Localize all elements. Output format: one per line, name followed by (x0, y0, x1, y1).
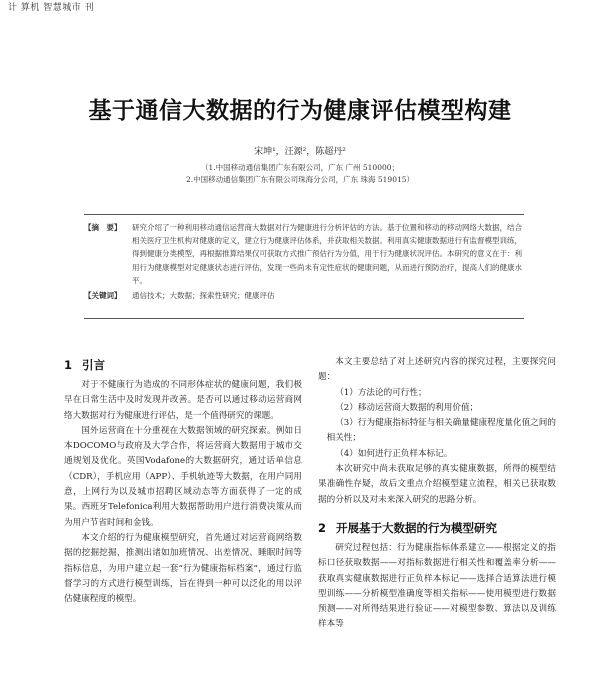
intro-paragraph-3: 本文介绍的行为健康模型研究，首先通过对运营商网络数据的挖掘挖掘，推测出诸如加班情况、出差情况、睡眠时间等指标信息，为用户建立起一套“行为健康指标档案”，通过行监督学习的方式进行模型训练，旨在得到一种可以泛化的用以评估健康程度的模型。 (64, 532, 302, 605)
affiliations (150, 162, 450, 186)
abstract-text: 研究介绍了一种利用移动通信运营商大数据对行为健康进行分析评估的方法。基于位置和移动的移动网络大数据，结合相关医疗卫生机构对健康的定义，建立行为健康评估体系，并获取相关数据。利用真实健康数据进行有监督模型训练，得到健康分类模型，再根据推算结果仅可获取方式推广预估行为分值，用于行为健康状况评估。本研究的意义在于：利用行为健康模型对定健康状态进行评估，发现一些尚未有定性症状的健康问题，从而进行预防治疗，提高人们的健康水平。 (132, 223, 522, 285)
research-question-1: （1）方法论的可行性； (335, 387, 427, 398)
paper-title: 基于通信大数据的行为健康评估模型构建 (88, 98, 512, 124)
section-1-number: 1 (64, 358, 73, 372)
keywords-label: 【关键词】 (84, 291, 122, 301)
abstract-bottom-rule (84, 318, 524, 319)
affiliation-2: 2.中国移动通信集团广东有限公司珠海分公司，广东 珠海 519015） (185, 175, 415, 184)
author-line: 宋坤¹，汪源²，陈超丹² (254, 147, 346, 157)
section-2-heading (318, 520, 556, 536)
intro-paragraph-1: 对于不健康行为造成的不同形体症状的健康问题，我们极早在日常生活中及时发现并改善。是否可以通过移动运营商网络大数据对行为健康进行评估，是一个值得研究的课题。 (64, 380, 302, 421)
intro-paragraph-2: 国外运营商在十分重视在大数据领域的研究探索。例如日本DOCOMO与政府及大学合作，将运营商大数据用于城市交通规划及优化。英国Vodafone的大数据研究，通过话单信息（CDR），手机应用（APP）、手机轨迹等大数据，在用户同用意，上网行为以及城市招聘区域动态等方面获得了一定的成果。西班牙Telefonica利用大数据帮助用户进行消费决策从而为用户节省时间和金钱。 (64, 425, 302, 528)
journal-header-tag: 计 算机 智慧城市 刊 (8, 3, 95, 13)
research-question-3: （3）行为健康指标特征与相关确量健康程度量化值之间的相关性； (326, 418, 556, 444)
section-2-title: 开展基于大数据的行为模型研究 (336, 520, 498, 535)
keywords-row (84, 289, 524, 302)
keywords-text: 通信技术；大数据；探索性研究；健康评估 (132, 291, 275, 301)
section-1-heading (64, 357, 302, 373)
abstract-top-rule (84, 214, 524, 215)
research-intro: 本文主要总结了对上述研究内容的探究过程，主要探究问题： (318, 357, 556, 383)
research-note: 本次研究中尚未获取足够的真实健康数据，所得的模型结果准确性存疑，故后文重点介绍模型建立流程，相关已获取数据的分析以及对未来深入研究的思路分析。 (318, 464, 556, 505)
abstract-row (84, 221, 524, 287)
section-1-title: 引言 (82, 358, 106, 372)
left-column (64, 355, 302, 607)
right-column (318, 355, 556, 633)
section-2-number: 2 (318, 520, 327, 535)
research-question-2: （2）移动运营商大数据的利用价值； (335, 402, 479, 413)
abstract-label: 【摘 要】 (84, 223, 122, 232)
affiliation-1: （1.中国移动通信集团广东有限公司，广东 广州 510000； (200, 163, 400, 172)
research-question-4: （4）如何进行正负样本标记。 (335, 448, 453, 459)
abstract-block (84, 221, 524, 302)
process-paragraph: 研究过程包括：行为健康指标体系建立——根据定义的指标口径获取数据——对指标数据进行相关性和覆盖率分析——获取真实健康数据进行正负样本标记——选择合适算法进行模型训练——分析模型准确度等相关指标——使用模型进行数据预测——对所得结果进行验证——对模型参数、算法以及训练样本等 (318, 542, 556, 630)
